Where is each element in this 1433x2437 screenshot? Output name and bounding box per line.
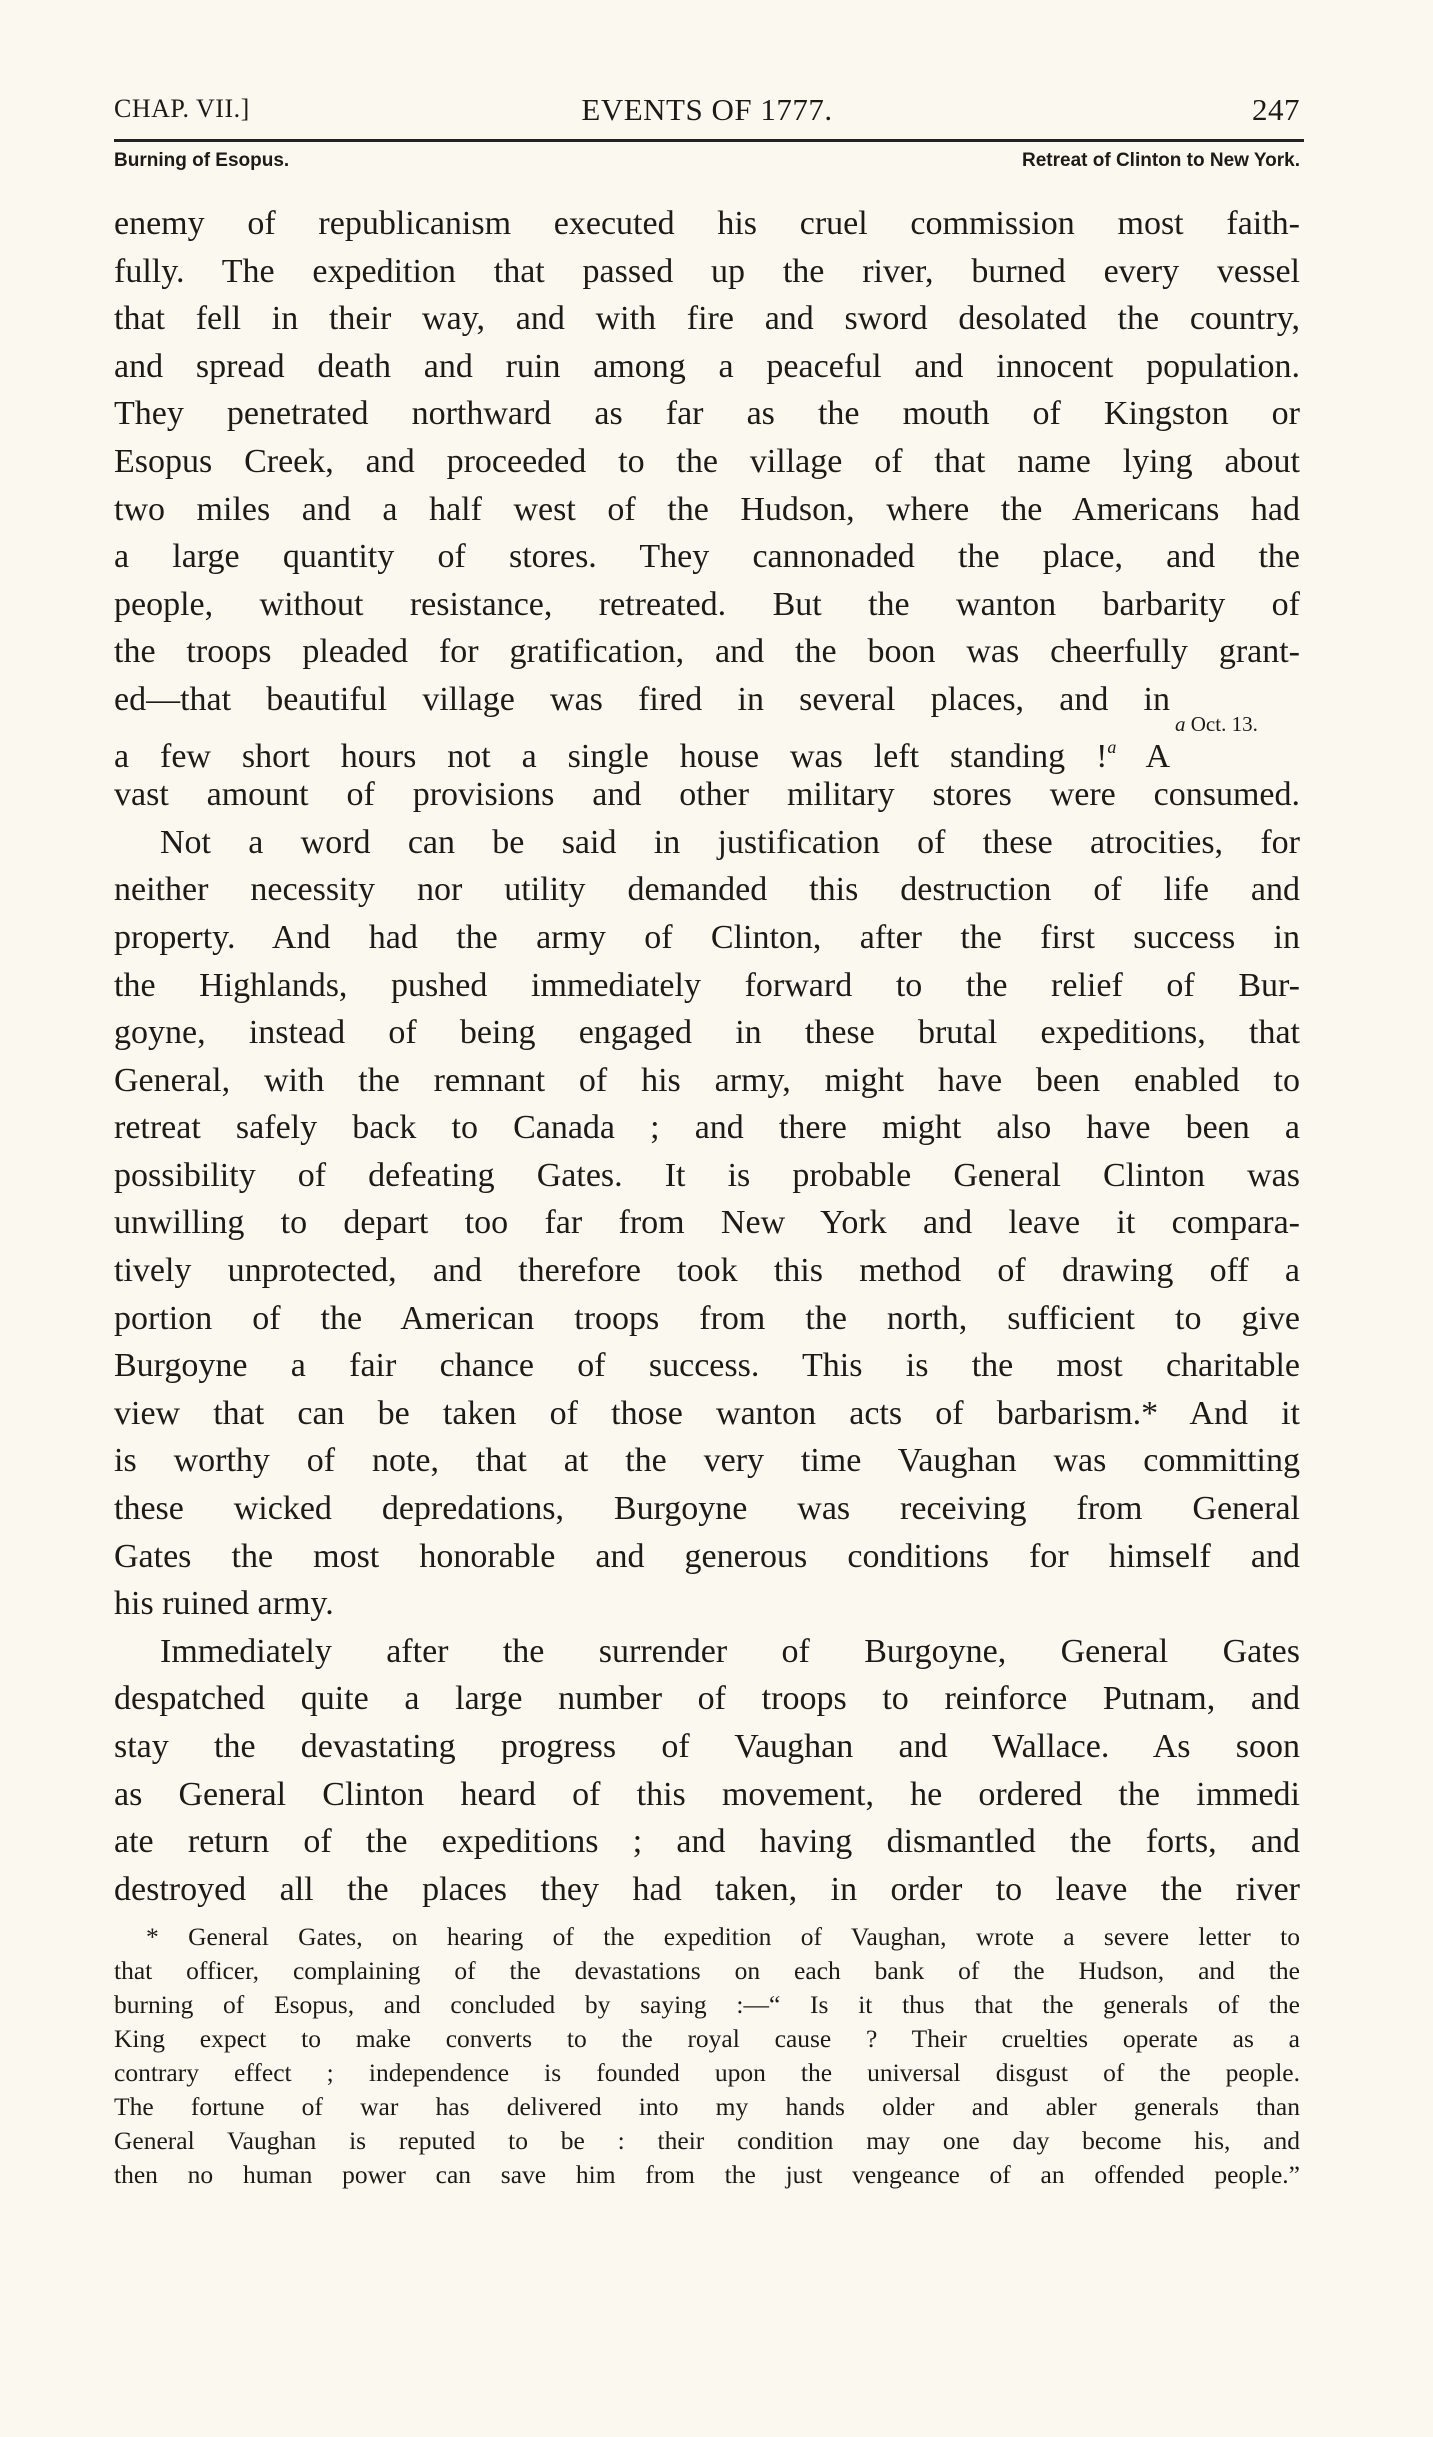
- footnote-line: then no human power can save him from the just vengeance of an offended people.”: [114, 2160, 1300, 2189]
- text-line: these wicked depredations, Burgoyne was receiving from General: [114, 1490, 1300, 1528]
- text-line: Gates the most honorable and generous conditions for himself and: [114, 1537, 1300, 1575]
- text-line: property. And had the army of Clinton, after the first success in: [114, 918, 1300, 956]
- text-line: vast amount of provisions and other military stores were consumed.: [114, 776, 1300, 814]
- text-line: General, with the remnant of his army, might have been enabled to: [114, 1061, 1300, 1099]
- text-line: unwilling to depart too far from New York and leave it compara-: [114, 1204, 1300, 1242]
- text-line: and spread death and ruin among a peaceful and innocent population.: [114, 347, 1300, 385]
- paragraph-start: Not a word can be said in justification of these atrocities, for: [160, 823, 1300, 861]
- line-text: A: [1116, 737, 1170, 775]
- text-line: the Highlands, pushed immediately forward to the relief of Bur-: [114, 966, 1300, 1004]
- text-line: possibility of defeating Gates. It is probable General Clinton was: [114, 1156, 1300, 1194]
- text-line: portion of the American troops from the north, sufficient to give: [114, 1299, 1300, 1337]
- text-line-with-note: [114, 724, 1300, 775]
- text-line: Burgoyne a fair chance of success. This is the most charitable: [114, 1347, 1300, 1385]
- footnote: [114, 1920, 1300, 2192]
- text-line: as General Clinton heard of this movement, he ordered the immedi: [114, 1775, 1300, 1813]
- footnote-line: General Vaughan is reputed to be : their condition may one day become his, and: [114, 2126, 1300, 2155]
- margin-note-letter: a: [1175, 712, 1186, 736]
- text-line: stay the devastating progress of Vaughan and Wallace. As soon: [114, 1728, 1300, 1765]
- text-line: destroyed all the places they had taken, in order to leave the river: [114, 1870, 1300, 1908]
- page-number: 247: [1252, 92, 1300, 127]
- footnote-line: The fortune of war has delivered into my hands older and abler generals than: [114, 2092, 1300, 2121]
- text-line: view that can be taken of those wanton acts of barbarism.* And it: [114, 1394, 1300, 1432]
- subhead-right: Retreat of Clinton to New York.: [1022, 150, 1300, 171]
- text-line: They penetrated northward as far as the mouth of Kingston or: [114, 395, 1300, 433]
- page-title: EVENTS OF 1777.: [581, 92, 833, 127]
- footnote-line: King expect to make converts to the royal cause ? Their cruelties operate as a: [114, 2024, 1300, 2053]
- footnote-line: that officer, complaining of the devastations on each bank of the Hudson, and the: [114, 1956, 1300, 1985]
- subheads: [114, 150, 1300, 176]
- margin-note: [1175, 712, 1258, 737]
- text-line: fully. The expedition that passed up the river, burned every vessel: [114, 252, 1300, 290]
- line-text: a few short hours not a single house was left standing !: [114, 737, 1108, 775]
- margin-note-reference: a: [1107, 736, 1117, 757]
- text-line: the troops pleaded for gratification, and the boon was cheerfully grant-: [114, 633, 1300, 671]
- text-line: neither necessity nor utility demanded this destruction of life and: [114, 871, 1300, 909]
- text-line: his ruined army.: [114, 1585, 334, 1623]
- paragraph-start: Immediately after the surrender of Burgoyne, General Gates: [160, 1632, 1300, 1670]
- text-line: a large quantity of stores. They cannonaded the place, and the: [114, 538, 1300, 576]
- text-line: despatched quite a large number of troops to reinforce Putnam, and: [114, 1680, 1300, 1718]
- text-line: two miles and a half west of the Hudson, where the Americans had: [114, 490, 1300, 528]
- text-line: Esopus Creek, and proceeded to the village of that name lying about: [114, 442, 1300, 480]
- header-rule: [114, 139, 1304, 142]
- running-head: [114, 92, 1300, 132]
- text-line: ed—that beautiful village was fired in several places, and in: [114, 680, 1170, 718]
- footnote-line: burning of Esopus, and concluded by saying :—“ Is it thus that the generals of the: [114, 1990, 1300, 2019]
- text-line: people, without resistance, retreated. But the wanton barbarity of: [114, 585, 1300, 623]
- chapter-label: CHAP. VII.]: [114, 94, 250, 123]
- text-line: that fell in their way, and with fire and sword desolated the country,: [114, 300, 1300, 338]
- footnote-line: * General Gates, on hearing of the expedition of Vaughan, wrote a severe letter to: [146, 1922, 1300, 1951]
- text-line: retreat safely back to Canada ; and there might also have been a: [114, 1109, 1300, 1147]
- margin-note-date: Oct. 13.: [1190, 712, 1258, 736]
- text-line: ate return of the expeditions ; and having dismantled the forts, and: [114, 1823, 1300, 1861]
- text-line: is worthy of note, that at the very time Vaughan was committing: [114, 1442, 1300, 1480]
- subhead-left: Burning of Esopus.: [114, 150, 290, 171]
- text-line: goyne, instead of being engaged in these brutal expeditions, that: [114, 1014, 1300, 1052]
- text-line: tively unprotected, and therefore took this method of drawing off a: [114, 1252, 1300, 1290]
- text-line: enemy of republicanism executed his cruel commission most faith-: [114, 205, 1300, 242]
- footnote-line: contrary effect ; independence is founded upon the universal disgust of the people.: [114, 2058, 1300, 2087]
- body-text: [114, 200, 1300, 1913]
